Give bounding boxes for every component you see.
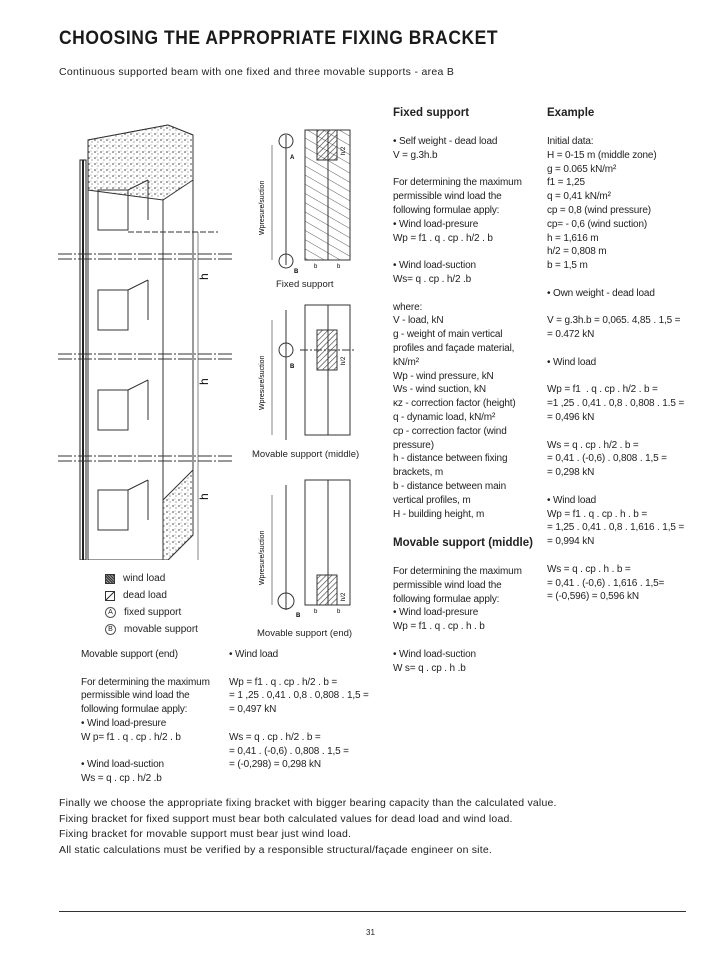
text-line: =1 ,25 . 0,41 . 0,8 . 0,808 . 1.5 = xyxy=(547,398,685,410)
text-line xyxy=(229,717,369,731)
page-subtitle: Continuous supported beam with one fixed and three movable supports - area B xyxy=(59,66,455,78)
text-line: Ws - wind suction, kN xyxy=(393,384,486,396)
text-line: Wp = f1 . q . cp . h/2 . b = xyxy=(547,384,658,396)
text-line xyxy=(547,301,684,315)
text-line: • Wind load-suction xyxy=(393,648,476,660)
support-b-label: B xyxy=(294,269,299,275)
text-line: For determining the maximum xyxy=(81,676,210,688)
text-line: • Wind load xyxy=(547,356,597,368)
caption-movable-end: Movable support (end) xyxy=(257,628,353,639)
text-line: brackets, m xyxy=(393,467,444,479)
conclusion-line: Fixing bracket for movable support must bear just wind load. xyxy=(59,828,352,840)
text-line: H = 0-15 m (middle zone) xyxy=(547,149,657,161)
text-line: H - building height, m xyxy=(393,508,485,520)
text-line: • Wind load xyxy=(229,649,279,660)
concrete-top xyxy=(88,125,193,200)
circle-a-icon: A xyxy=(105,607,116,618)
text-line: = 0,496 kN xyxy=(547,411,595,423)
text-line xyxy=(229,662,369,676)
half-h-label: h/2 xyxy=(341,356,347,365)
legend-wind-load: wind load xyxy=(105,570,198,587)
text-line: q = 0,41 kN/m² xyxy=(547,191,611,203)
support-b-label: B xyxy=(290,364,295,370)
text-line xyxy=(81,745,210,759)
text-line: V = g.3h.b = 0,065. 4,85 . 1,5 = xyxy=(547,315,681,327)
text-line: κz - correction factor (height) xyxy=(393,398,516,410)
text-line: following formulae apply: xyxy=(393,593,500,605)
text-line xyxy=(547,480,684,494)
text-line: • Self weight - dead load xyxy=(393,136,498,147)
text-line: h - distance between fixing xyxy=(393,453,508,465)
text-line: Ws = q . cp . h/2 .b xyxy=(81,773,162,785)
text-line: = 0,497 kN xyxy=(229,704,277,716)
text-line: q - dynamic load, kN/m² xyxy=(393,411,496,423)
text-line: f1 = 1,25 xyxy=(547,177,585,189)
text-line xyxy=(547,425,684,439)
text-line: = 0,994 kN xyxy=(547,536,595,548)
text-line: permissible wind load the xyxy=(81,690,190,702)
text-line: g = 0.065 kN/m² xyxy=(547,163,617,175)
text-line: For determining the maximum xyxy=(393,566,522,577)
axis-label-middle: Wpresure/suction xyxy=(259,355,266,410)
caption-fixed-support: Fixed support xyxy=(276,279,334,290)
text-line: • Wind load-suction xyxy=(81,759,164,771)
text-line: = 1,25 . 0,41 . 0,8 . 1,616 . 1,5 = xyxy=(547,522,685,534)
support-diagrams xyxy=(250,125,360,625)
text-line: pressure) xyxy=(393,439,434,451)
wind-load-swatch-icon xyxy=(105,574,115,584)
text-line: = (-0,596) = 0,596 kN xyxy=(547,591,639,603)
text-line: vertical profiles, m xyxy=(393,494,471,506)
text-line: b - distance between main xyxy=(393,480,506,492)
text-line: Ws = q . cp . h/2 . b = xyxy=(547,439,639,451)
legend-movable-support: B movable support xyxy=(105,621,198,638)
example-heading: Example xyxy=(547,107,595,119)
text-line: cp = 0,8 (wind pressure) xyxy=(547,204,651,216)
text-line: • Wind load-presure xyxy=(393,218,479,230)
text-line: W s= q . cp . h .b xyxy=(393,662,466,674)
text-line: permissible wind load the xyxy=(393,191,502,203)
text-line: • Wind load-suction xyxy=(393,260,476,272)
half-h-label: h/2 xyxy=(341,592,347,601)
text-line xyxy=(547,549,684,563)
footer-divider xyxy=(59,911,686,912)
example-text xyxy=(547,135,684,604)
text-line: profiles and façade material, xyxy=(393,342,515,354)
movable-middle-text xyxy=(393,565,522,675)
text-line xyxy=(547,342,684,356)
text-line xyxy=(393,634,522,648)
text-line: g - weight of main vertical xyxy=(393,329,503,341)
text-line: Movable support (end) xyxy=(81,649,178,660)
circle-b-icon: B xyxy=(105,624,116,635)
text-line xyxy=(393,245,522,259)
text-line: Wp - wind pressure, kN xyxy=(393,370,494,382)
text-line: kN/m² xyxy=(393,356,419,368)
legend-dead-load: dead load xyxy=(105,587,198,604)
text-line: Initial data: xyxy=(547,136,594,147)
text-line: = 0,41 . (-0,6) . 0,808 . 1,5 = xyxy=(547,453,667,465)
caption-movable-middle: Movable support (middle) xyxy=(252,449,360,460)
text-line: Ws = q . cp . h . b = xyxy=(547,563,631,575)
text-line: = 0,41 . (-0,6) . 1,616 . 1,5= xyxy=(547,577,665,589)
text-line: h/2 = 0,808 m xyxy=(547,246,607,258)
facade-elevation-drawing xyxy=(58,120,248,560)
support-a-label: A xyxy=(290,155,295,161)
text-line xyxy=(81,662,210,676)
conclusion-line: Finally we choose the appropriate fixing bracket with bigger bearing capacity than the calculated value. xyxy=(59,797,557,809)
fixed-support-heading: Fixed support xyxy=(393,107,470,119)
text-line: permissible wind load the xyxy=(393,579,502,591)
dimension-h-1: h xyxy=(197,273,211,280)
text-line: following formulae apply: xyxy=(81,704,188,716)
text-line: cp - correction factor (wind xyxy=(393,425,507,437)
text-line: = 0.472 kN xyxy=(547,329,595,341)
text-line: V = g.3h.b xyxy=(393,149,438,161)
text-line: Wp = f1 . q . cp . h . b = xyxy=(547,508,648,520)
text-line: Ws = q . cp . h/2 . b = xyxy=(229,731,321,743)
text-line: Wp = f1 . q . cp . h/2 . b = xyxy=(229,676,338,688)
text-line xyxy=(547,273,684,287)
legend xyxy=(105,570,198,638)
movable-end-text xyxy=(81,648,210,786)
conclusion-line: All static calculations must be verified by a responsible structural/façade engineer on site. xyxy=(59,843,492,856)
width-b-label: b xyxy=(314,264,318,270)
text-line xyxy=(393,287,522,301)
movable-end-calc xyxy=(229,648,369,772)
dimension-h-3: h xyxy=(197,493,211,500)
text-line: Ws= q . cp . h/2 .b xyxy=(393,273,472,285)
text-line: • Own weight - dead load xyxy=(547,287,655,299)
legend-fixed-support: A fixed support xyxy=(105,604,198,621)
movable-middle-heading: Movable support (middle) xyxy=(393,537,533,549)
text-line: Wp = f1 . q . cp . h/2 . b xyxy=(393,232,493,244)
text-line xyxy=(393,163,522,177)
text-line: b = 1,5 m xyxy=(547,260,588,272)
half-h-label: h/2 xyxy=(341,146,347,155)
text-line: V - load, kN xyxy=(393,315,444,327)
text-line: Wp = f1 . q . cp . h . b xyxy=(393,621,485,633)
dimension-h-2: h xyxy=(197,378,211,385)
conclusion-text xyxy=(59,796,557,858)
fixed-support-text xyxy=(393,135,522,521)
width-b-label: b xyxy=(314,609,318,615)
text-line: h = 1,616 m xyxy=(547,232,599,244)
axis-label-end: Wpresure/suction xyxy=(259,530,266,585)
axis-label-fixed: Wpresure/suction xyxy=(259,180,266,235)
text-line: • Wind load-presure xyxy=(393,607,479,619)
width-b-label: b xyxy=(337,264,341,270)
text-line: = 1 ,25 . 0,41 . 0,8 . 0,808 . 1,5 = xyxy=(229,690,369,702)
text-line: cp= - 0,6 (wind suction) xyxy=(547,218,648,230)
text-line: = 0,298 kN xyxy=(547,467,595,479)
text-line: where: xyxy=(393,301,423,313)
text-line xyxy=(547,370,684,384)
text-line: • Wind load-presure xyxy=(81,717,167,729)
page-title: CHOOSING THE APPROPRIATE FIXING BRACKET xyxy=(59,28,499,49)
conclusion-line: Fixing bracket for fixed support must bear both calculated values for dead load and wind load. xyxy=(59,812,513,825)
text-line: following formulae apply: xyxy=(393,204,500,216)
width-b-label: b xyxy=(337,609,341,615)
support-b-label: B xyxy=(296,613,301,619)
text-line: = (-0,298) = 0,298 kN xyxy=(229,759,321,771)
page-number: 31 xyxy=(366,928,375,937)
text-line: = 0,41 . (-0,6) . 0,808 . 1,5 = xyxy=(229,745,349,757)
text-line: • Wind load xyxy=(547,494,597,506)
dead-load-swatch-icon xyxy=(105,591,115,601)
text-line: W p= f1 . q . cp . h/2 . b xyxy=(81,731,181,743)
text-line: For determining the maximum xyxy=(393,177,522,189)
